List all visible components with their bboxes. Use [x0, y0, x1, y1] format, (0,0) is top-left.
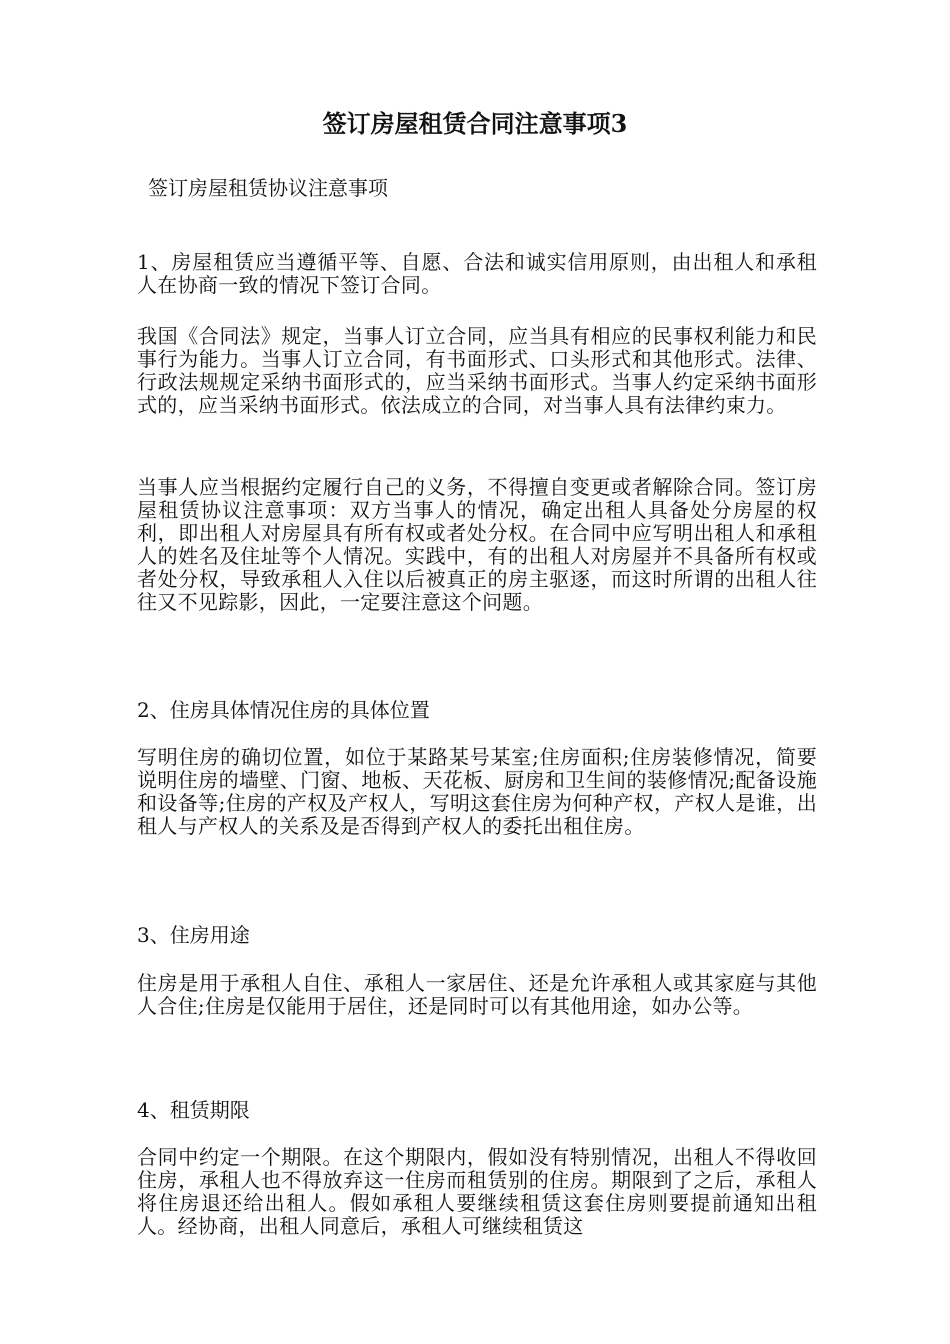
document-subtitle: 签订房屋租赁协议注意事项 — [148, 176, 388, 200]
paragraph-term: 合同中约定一个期限。在这个期限内，假如没有特别情况，出租人不得收回住房，承租人也不得放弃这一住房而租赁别的住房。期限到了之后，承租人将住房退还给出租人。假如承租人要继续租赁这套住房则要提前通知出租人。经协商，出租人同意后，承租人可继续租赁这 — [137, 1145, 817, 1238]
paragraph-usage: 住房是用于承租人自住、承租人一家居住、还是允许承租人或其家庭与其他人合住;住房是仅能用于居住，还是同时可以有其他用途，如办公等。 — [137, 971, 817, 1018]
paragraph-obligations: 当事人应当根据约定履行自己的义务，不得擅自变更或者解除合同。签订房屋租赁协议注意事项：双方当事人的情况，确定出租人具备处分房屋的权利，即出租人对房屋具有所有权或者处分权。在合同中应写明出租人和承租人的姓名及住址等个人情况。实践中，有的出租人对房屋并不具备所有权或者处分权，导致承租人入住以后被真正的房主驱逐，而这时所谓的出租人往往又不见踪影，因此，一定要注意这个问题。 — [137, 475, 817, 614]
section-heading-usage: 3、住房用途 — [137, 923, 250, 947]
paragraph-location: 写明住房的确切位置，如位于某路某号某室;住房面积;住房装修情况，简要说明住房的墙壁、门窗、地板、天花板、厨房和卫生间的装修情况;配备设施和设备等;住房的产权及产权人，写明这套住房为何种产权，产权人是谁，出租人与产权人的关系及是否得到产权人的委托出租住房。 — [137, 745, 817, 838]
paragraph-principle: 1、房屋租赁应当遵循平等、自愿、合法和诚实信用原则，由出租人和承租人在协商一致的情况下签订合同。 — [137, 250, 817, 297]
section-heading-location: 2、住房具体情况住房的具体位置 — [137, 698, 430, 722]
paragraph-contract-law: 我国《合同法》规定，当事人订立合同，应当具有相应的民事权利能力和民事行为能力。当事人订立合同，有书面形式、口头形式和其他形式。法律、行政法规规定采纳书面形式的，应当采纳书面形式。当事人约定采纳书面形式的，应当采纳书面形式。依法成立的合同，对当事人具有法律约束力。 — [137, 324, 817, 417]
section-heading-term: 4、租赁期限 — [137, 1098, 250, 1122]
document-title: 签订房屋租赁合同注意事项3 — [322, 109, 628, 138]
